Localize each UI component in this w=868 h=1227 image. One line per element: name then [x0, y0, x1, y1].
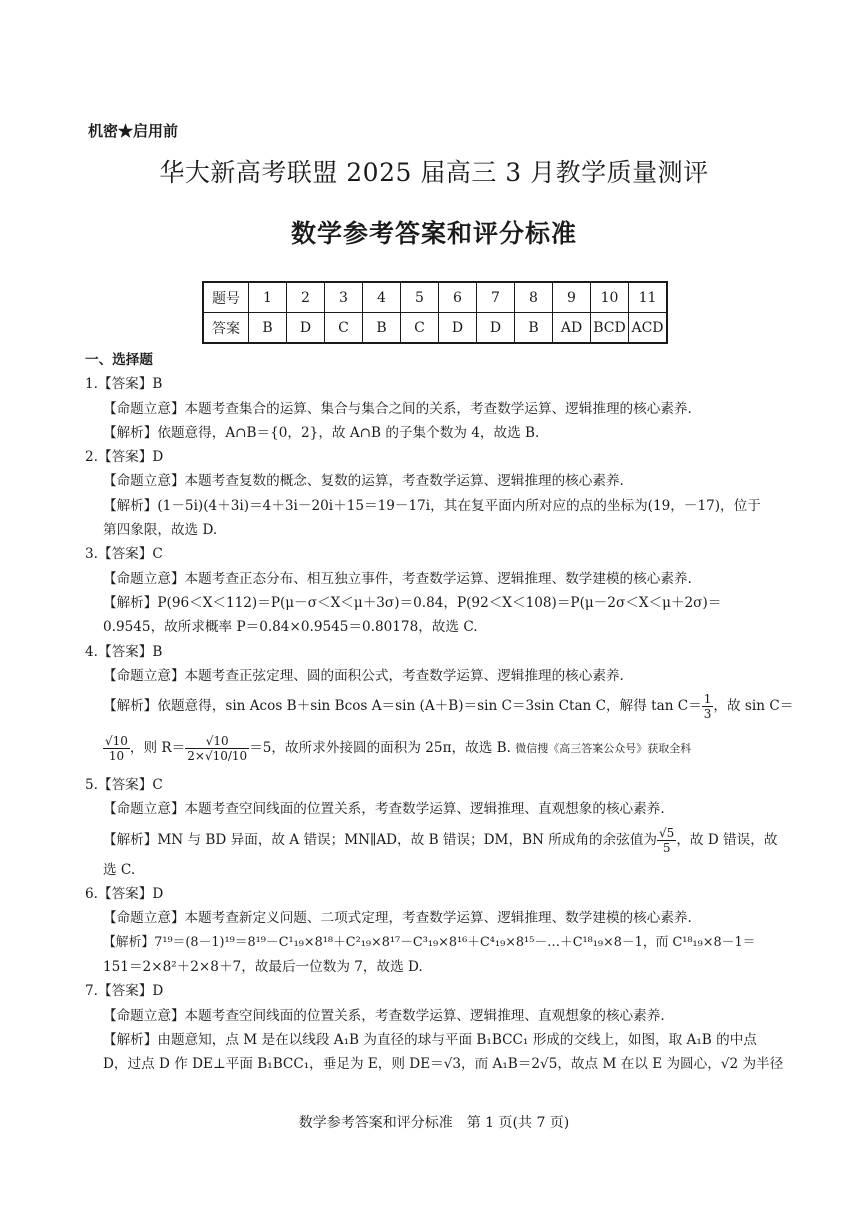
denominator: 2×√10/10 — [187, 749, 248, 764]
q4-answer: 4.【答案】B — [85, 643, 163, 660]
question-number-cell: 3 — [325, 282, 363, 313]
denominator: 10 — [108, 749, 125, 764]
question-number-cell: 11 — [629, 282, 668, 313]
answer-cell: D — [287, 313, 325, 344]
q5-analysis-text: 【解析】MN 与 BD 异面，故 A 错误；MN∥AD，故 B 错误；DM，BN 所成角的余弦值为 — [103, 831, 658, 848]
q2-intent: 【命题立意】本题考查复数的概念、复数的运算，考查数学运算、逻辑推理的核心素养. — [103, 473, 624, 490]
q1-analysis: 【解析】依题意得，A∩B＝{0，2}，故 A∩B 的子集个数为 4，故选 B. — [103, 424, 540, 441]
answer-cell: C — [401, 313, 439, 344]
fraction — [185, 734, 249, 763]
answer-cell: BCD — [591, 313, 629, 344]
q5-analysis-line1 — [85, 822, 778, 858]
answer-table-answer-row — [203, 313, 667, 344]
question-number-cell: 10 — [591, 282, 629, 313]
q4-analysis-line2 — [85, 724, 775, 773]
q3-analysis-line1: 【解析】P(96＜X＜112)＝P(μ－σ＜X＜μ＋3σ)＝0.84，P(92＜X＜108)＝P(μ－2σ＜X＜μ＋2σ)＝ — [103, 594, 722, 611]
q3-intent: 【命题立意】本题考查正态分布、相互独立事件，考查数学运算、逻辑推理、数学建模的核心素养. — [103, 570, 692, 587]
question-number-cell: 5 — [401, 282, 439, 313]
exam-title: 华大新高考联盟 2025 届高三 3 月教学质量测评 — [159, 158, 709, 187]
denominator: 3 — [703, 707, 712, 722]
answer-cell: B — [363, 313, 401, 344]
answer-cell: B — [515, 313, 553, 344]
numerator: 1 — [703, 692, 712, 707]
answer-cell: AD — [553, 313, 591, 344]
q6-analysis-line1: 【解析】7¹⁹＝(8－1)¹⁹＝8¹⁹－C¹₁₉×8¹⁸＋C²₁₉×8¹⁷－C³₁₉×8¹⁶＋C⁴₁₉×8¹⁵－…＋C¹⁸₁₉×8－1，而 C¹⁸₁₉×8－1＝ — [103, 934, 756, 950]
question-number-cell: 8 — [515, 282, 553, 313]
q4-analysis-text: 【解析】依题意得，sin Acos B＋sin Bcos A＝sin (A＋B)＝sin C＝3sin Ctan C，解得 tan C＝ — [103, 698, 702, 715]
q4-analysis-text: ，则 R＝ — [129, 740, 186, 757]
q4-intent: 【命题立意】本题考查正弦定理、圆的面积公式，考查数学运算、逻辑推理的核心素养. — [103, 667, 624, 684]
q3-answer: 3.【答案】C — [85, 546, 163, 563]
q1-intent: 【命题立意】本题考查集合的运算、集合与集合之间的关系，考查数学运算、逻辑推理的核心素养. — [103, 400, 692, 417]
watermark-text: 微信搜《高三答案公众号》获取全科 — [515, 742, 692, 756]
q4-analysis-line1 — [85, 688, 794, 724]
answer-content — [85, 348, 794, 1076]
numerator: √10 — [185, 734, 249, 749]
answer-cell: ACD — [629, 313, 668, 344]
answer-cell: D — [477, 313, 515, 344]
q5-analysis-line2: 选 C. — [103, 861, 136, 878]
question-number-cell: 7 — [477, 282, 515, 313]
q7-analysis-line1: 【解析】由题意知，点 M 是在以线段 A₁B 为直径的球与平面 B₁BCC₁ 形成的交线上，如图，取 A₁B 的中点 — [103, 1031, 757, 1048]
q5-answer: 5.【答案】C — [85, 777, 163, 794]
q4-analysis-text: ，故 sin C＝ — [713, 698, 794, 715]
question-number-cell: 1 — [249, 282, 287, 313]
fraction — [702, 692, 714, 721]
q1-answer: 1.【答案】B — [85, 376, 163, 393]
question-number-cell: 9 — [553, 282, 591, 313]
answer-table-number-row — [203, 282, 667, 313]
answer-cell: B — [249, 313, 287, 344]
q2-analysis-line1: 【解析】(1－5i)(4＋3i)＝4＋3i－20i＋15＝19－17i，其在复平面内所对应的点的坐标为(19，－17)，位于 — [103, 497, 761, 514]
question-number-cell: 2 — [287, 282, 325, 313]
fraction — [657, 826, 676, 855]
q7-analysis-line2: D，过点 D 作 DE⊥平面 B₁BCC₁，垂足为 E，则 DE＝√3，而 A₁B＝2√5，故点 M 在以 E 为圆心，√2 为半径 — [103, 1056, 784, 1073]
table-header-cell: 题号 — [203, 282, 249, 313]
section-heading: 一、选择题 — [85, 352, 153, 368]
document-subtitle: 数学参考答案和评分标准 — [290, 219, 577, 248]
q7-intent: 【命题立意】本题考查空间线面的位置关系，考查数学运算、逻辑推理、直观想象的核心素养. — [103, 1007, 665, 1024]
q5-intent: 【命题立意】本题考查空间线面的位置关系，考查数学运算、逻辑推理、直观想象的核心素养. — [103, 801, 665, 818]
numerator: √10 — [105, 734, 128, 749]
answer-table — [202, 281, 668, 344]
numerator: √5 — [659, 825, 675, 840]
question-number-cell: 6 — [439, 282, 477, 313]
q2-analysis-line2: 第四象限，故选 D. — [103, 522, 218, 539]
q3-analysis-line2: 0.9545，故所求概率 P＝0.84×0.9545＝0.80178，故选 C. — [103, 619, 478, 636]
answer-cell: C — [325, 313, 363, 344]
q4-analysis-text: ＝5，故所求外接圆的面积为 25π，故选 B. — [249, 740, 511, 757]
fraction — [103, 734, 130, 763]
q6-analysis-line2: 151＝2×8²＋2×8＋7，故最后一位数为 7，故选 D. — [103, 958, 423, 975]
table-header-cell: 答案 — [203, 313, 249, 344]
q5-analysis-text: ，故 D 错误，故 — [676, 831, 778, 848]
q6-answer: 6.【答案】D — [85, 886, 164, 903]
answer-cell: D — [439, 313, 477, 344]
confidential-label: 机密★启用前 — [88, 122, 179, 140]
q7-answer: 7.【答案】D — [85, 983, 164, 1000]
denominator: 5 — [662, 840, 671, 855]
page-footer: 数学参考答案和评分标准 第 1 页(共 7 页) — [298, 1115, 570, 1131]
q2-answer: 2.【答案】D — [85, 449, 164, 466]
question-number-cell: 4 — [363, 282, 401, 313]
q6-intent: 【命题立意】本题考查新定义问题、二项式定理，考查数学运算、逻辑推理、数学建模的核心素养. — [103, 910, 692, 927]
